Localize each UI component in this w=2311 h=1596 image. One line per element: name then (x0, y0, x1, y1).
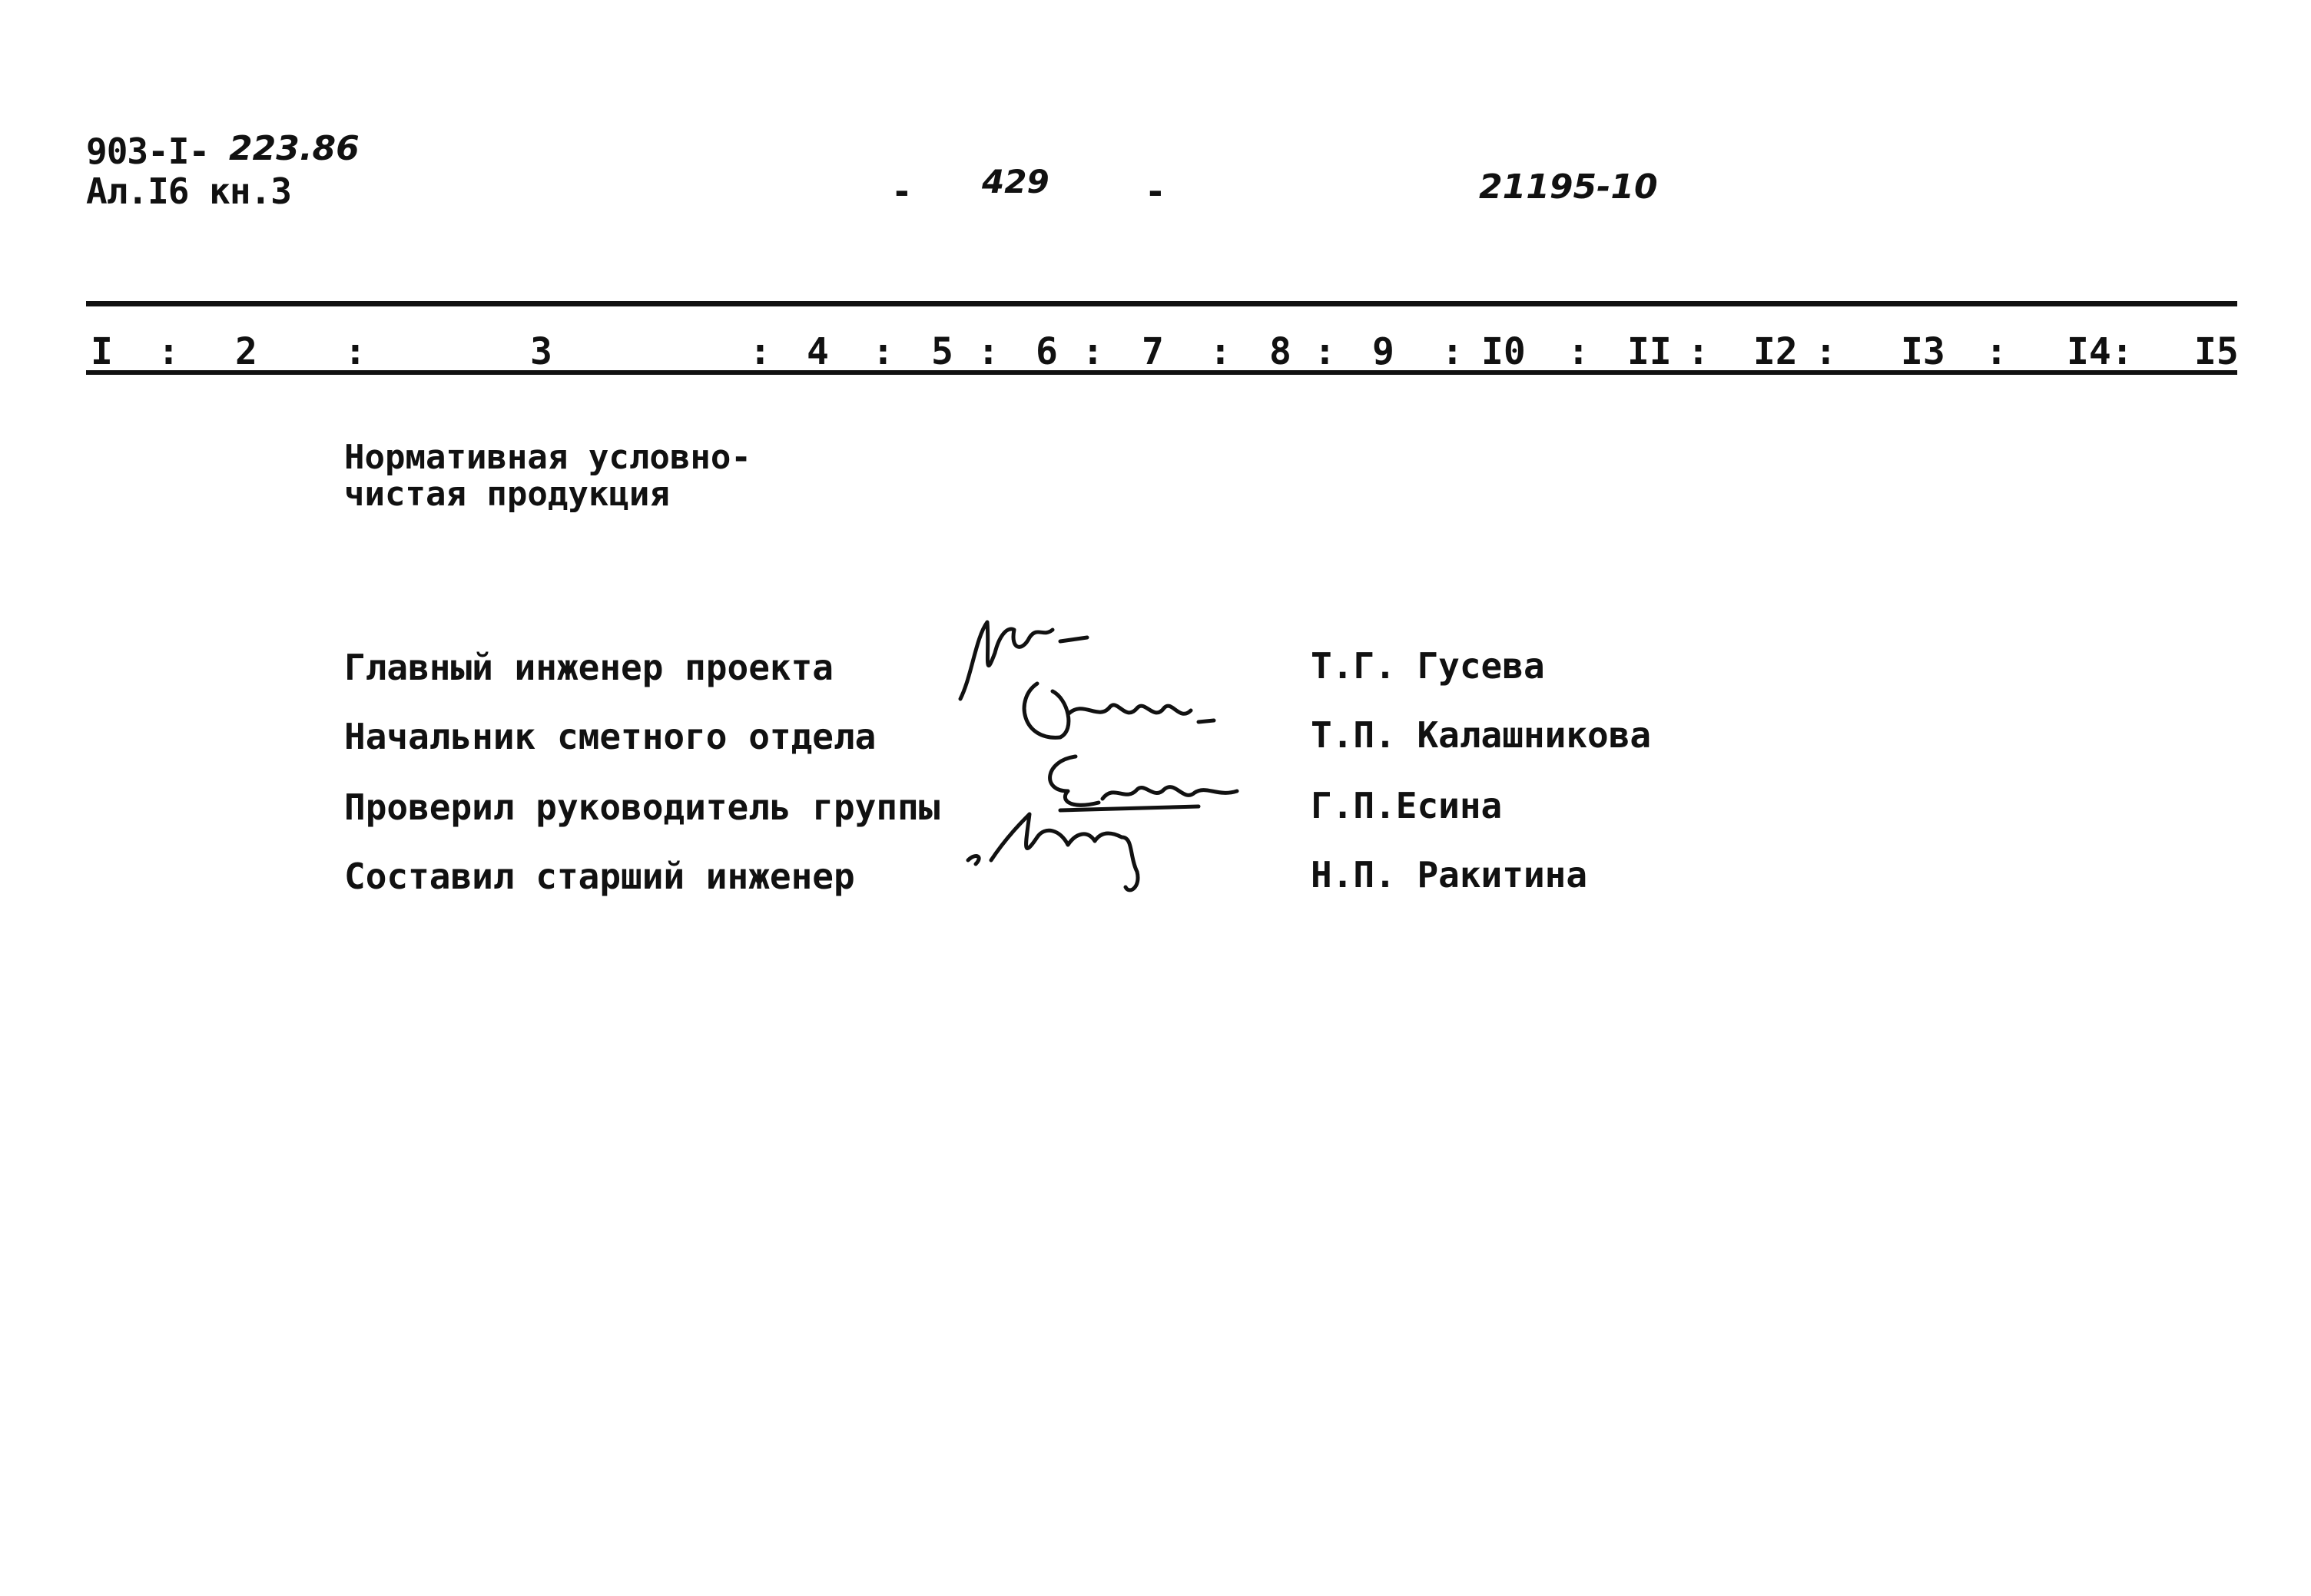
column-separator: : (157, 330, 180, 373)
column-number: I5 (2194, 330, 2239, 373)
column-separator: : (749, 330, 771, 373)
column-separator: : (1567, 330, 1590, 373)
column-number: 6 (1036, 330, 1058, 373)
table-top-rule (86, 301, 2237, 306)
column-separator: : (1209, 330, 1232, 373)
column-number: 8 (1269, 330, 1291, 373)
column-number: 5 (931, 330, 953, 373)
section-label-line-1: Нормативная условно- (344, 438, 751, 477)
signatory-name: Т.Г. Гусева (1311, 645, 1545, 687)
signature-4-stroke (968, 806, 1199, 890)
column-number: I2 (1753, 330, 1798, 373)
document-code: 903-I- (86, 131, 210, 172)
column-separator: : (977, 330, 1000, 373)
column-number: 3 (530, 330, 552, 373)
page-number: 429 (982, 163, 1049, 200)
album-book-label: Ал.I6 кн.3 (86, 171, 291, 212)
column-separator: : (1985, 330, 2008, 373)
column-separator: : (1082, 330, 1104, 373)
handwritten-signatures (953, 607, 1275, 929)
column-separator: : (1314, 330, 1336, 373)
column-separator: : (344, 330, 366, 373)
column-separator: : (1815, 330, 1837, 373)
signatory-role: Составил старший инженер (344, 856, 855, 897)
column-number: 2 (235, 330, 257, 373)
signatory-name: Г.П.Есина (1311, 785, 1503, 826)
document-code-handwritten: 223.86 (229, 129, 360, 168)
section-label-line-2: чистая продукция (344, 475, 670, 514)
page-dash-right: - (1145, 171, 1166, 212)
signature-2-stroke (1024, 684, 1214, 737)
column-separator: : (1441, 330, 1464, 373)
column-number: I (91, 330, 113, 373)
column-number: 4 (807, 330, 829, 373)
signatory-name: Н.П. Ракитина (1311, 854, 1588, 896)
signature-3-stroke (1050, 757, 1237, 805)
column-number: 9 (1372, 330, 1394, 373)
signatory-role: Проверил руководитель группы (344, 786, 940, 828)
column-number: I4: (2067, 330, 2134, 373)
signature-1-stroke (960, 622, 1087, 699)
column-number: I0 (1481, 330, 1526, 373)
column-number: II (1627, 330, 1672, 373)
column-separator: : (872, 330, 894, 373)
reference-number: 21195-10 (1479, 167, 1658, 207)
column-number: 7 (1142, 330, 1164, 373)
column-number: I3 (1901, 330, 1945, 373)
signatory-role: Главный инженер проекта (344, 647, 834, 688)
page-dash-left: - (891, 171, 913, 212)
signatory-role: Начальник сметного отдела (344, 716, 877, 757)
column-separator: : (1687, 330, 1709, 373)
signatory-name: Т.П. Калашникова (1311, 714, 1652, 756)
